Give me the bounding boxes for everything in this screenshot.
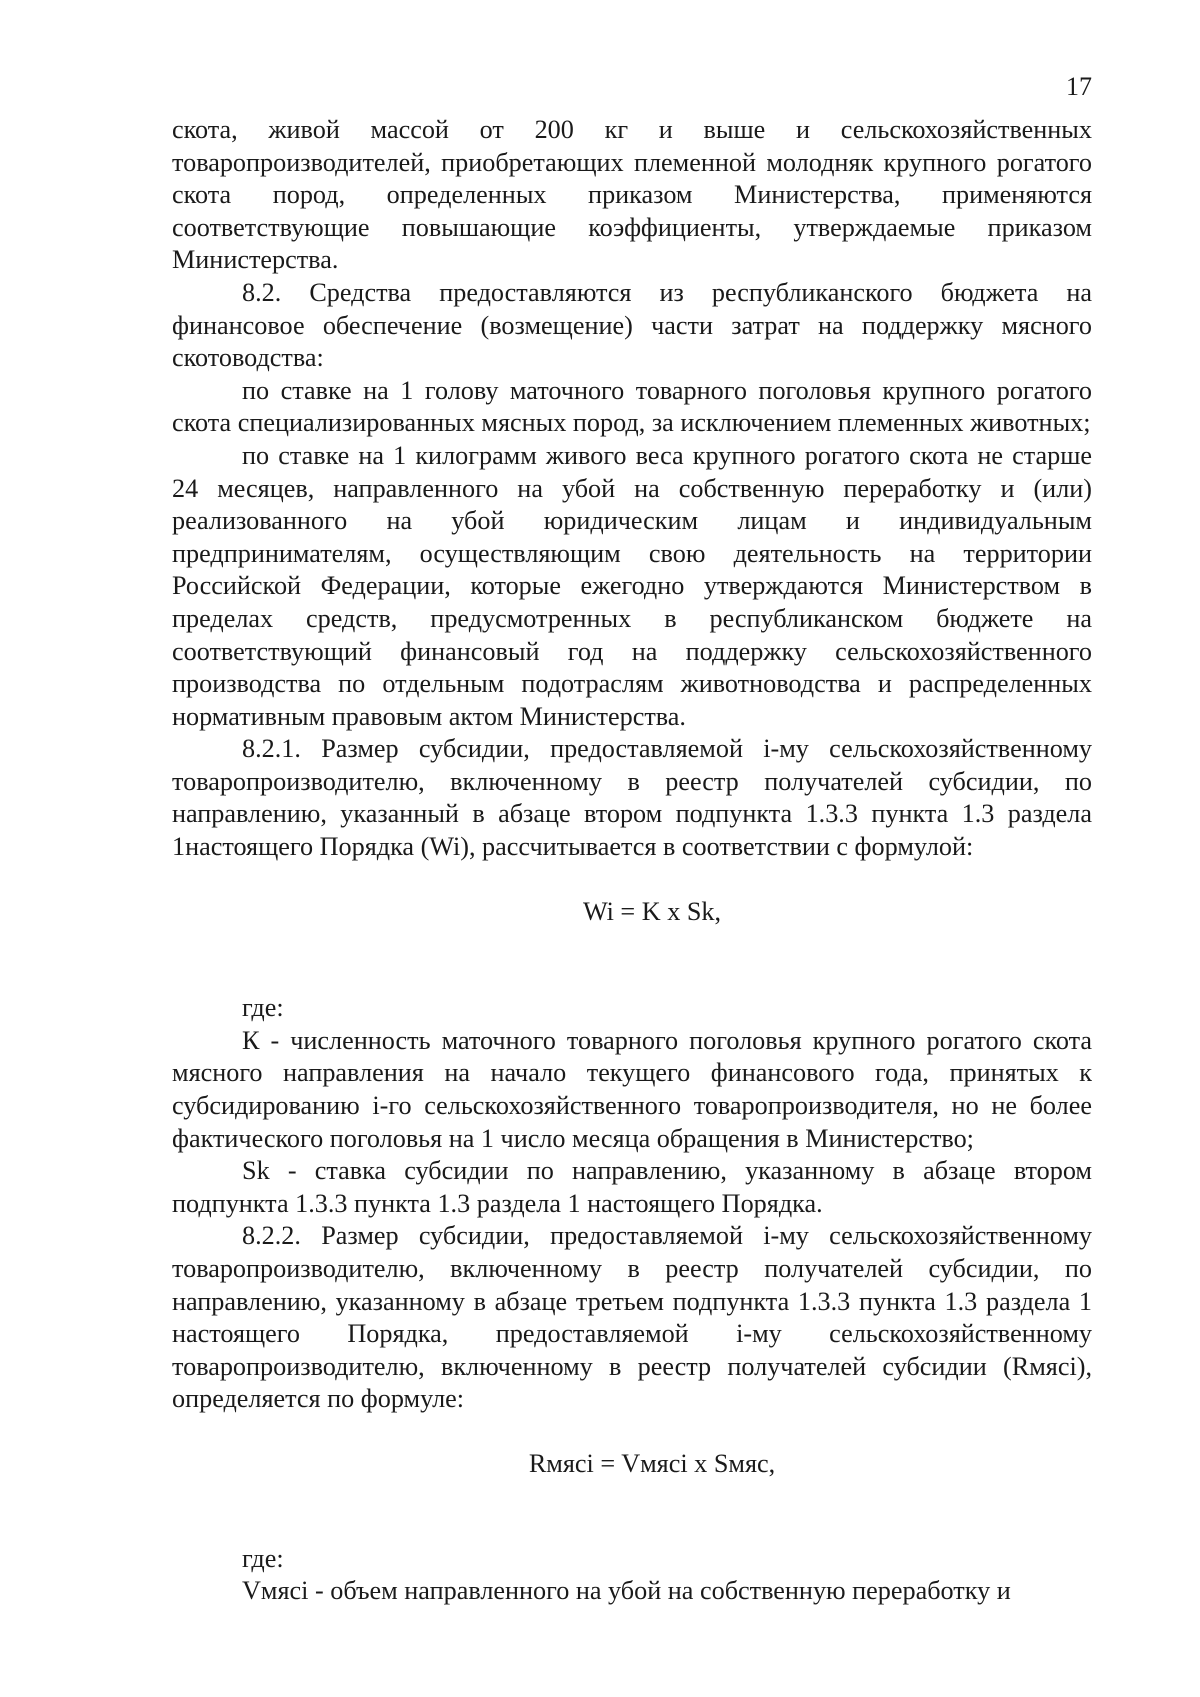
formula-wi: Wi = K x Sk, [582,896,722,926]
paragraph-continuation: скота, живой массой от 200 кг и выше и сельскохозяйственных товаропроизводителей, приобретающих племенной молодняк крупного рогатого скота пород, определенных приказом Министерства, применяются соответствующие повышающие коэффициенты, утверждаемые приказом Министерства. [172,115,1092,275]
where-label-2: где: [242,1543,284,1573]
definition-sk: Sk - ставка субсидии по направлению, указанному в абзаце втором подпункта 1.3.3 пункта 1.3 раздела 1 настоящего Порядка. [172,1156,1092,1218]
paragraph-rate-per-kilogram: по ставке на 1 килограмм живого веса крупного рогатого скота не старше 24 месяцев, направленного на убой на собственную переработку и (или) реализованного на убой юридическим лицам и индивидуальным предпринимателям, осуществляющим свою деятельность на территории Российской Федерации, которые ежегодно утверждаются Министерством в пределах средств, предусмотренных в республиканском бюджете на соответствующий финансовый год на поддержку сельскохозяйственного производства по отдельным подотраслям животноводства и распределенных нормативным правовым актом Министерства. [172,440,1092,731]
paragraph-section-8-2-1: 8.2.1. Размер субсидии, предоставляемой i-му сельскохозяйственному товаропроизводителю, включенному в реестр получателей субсидии, по направлению, указанный в абзаце втором подпункта 1.3.3 пункта 1.3 раздела 1настоящего Порядка (Wi), рассчитывается в соответствии с формулой: [172,734,1092,862]
where-label-1: где: [242,993,284,1023]
page-number: 17 [1066,72,1092,101]
paragraph-section-8-2-2: 8.2.2. Размер субсидии, предоставляемой i-му сельскохозяйственному товаропроизводителю, включенному в реестр получателей субсидии, по направлению, указанному в абзаце третьем подпункта 1.3.3 пункта 1.3 раздела 1 настоящего Порядка, предоставляемой i-му сельскохозяйственному товаропроизводителю, включенному в реестр получателей субсидии (Rмясi), определяется по формуле: [172,1221,1092,1414]
paragraph-section-8-2: 8.2. Средства предоставляются из республиканского бюджета на финансовое обеспечение (возмещение) части затрат на поддержку мясного скотоводства: [172,277,1092,373]
definition-k: К - численность маточного товарного поголовья крупного рогатого скота мясного направления на начало текущего финансового года, принятых к субсидированию i-го сельскохозяйственного товаропроизводителя, но не более фактического поголовья на 1 число месяца обращения в Министерство; [172,1025,1092,1153]
definition-vmyas: Vмясi - объем направленного на убой на собственную переработку и [242,1576,1011,1606]
formula-rmyas: Rмясi = Vмясi x Sмяс, [528,1448,776,1478]
paragraph-rate-per-head: по ставке на 1 голову маточного товарного поголовья крупного рогатого скота специализированных мясных пород, за исключением племенных животных; [172,375,1092,438]
document-body [172,114,1092,1608]
